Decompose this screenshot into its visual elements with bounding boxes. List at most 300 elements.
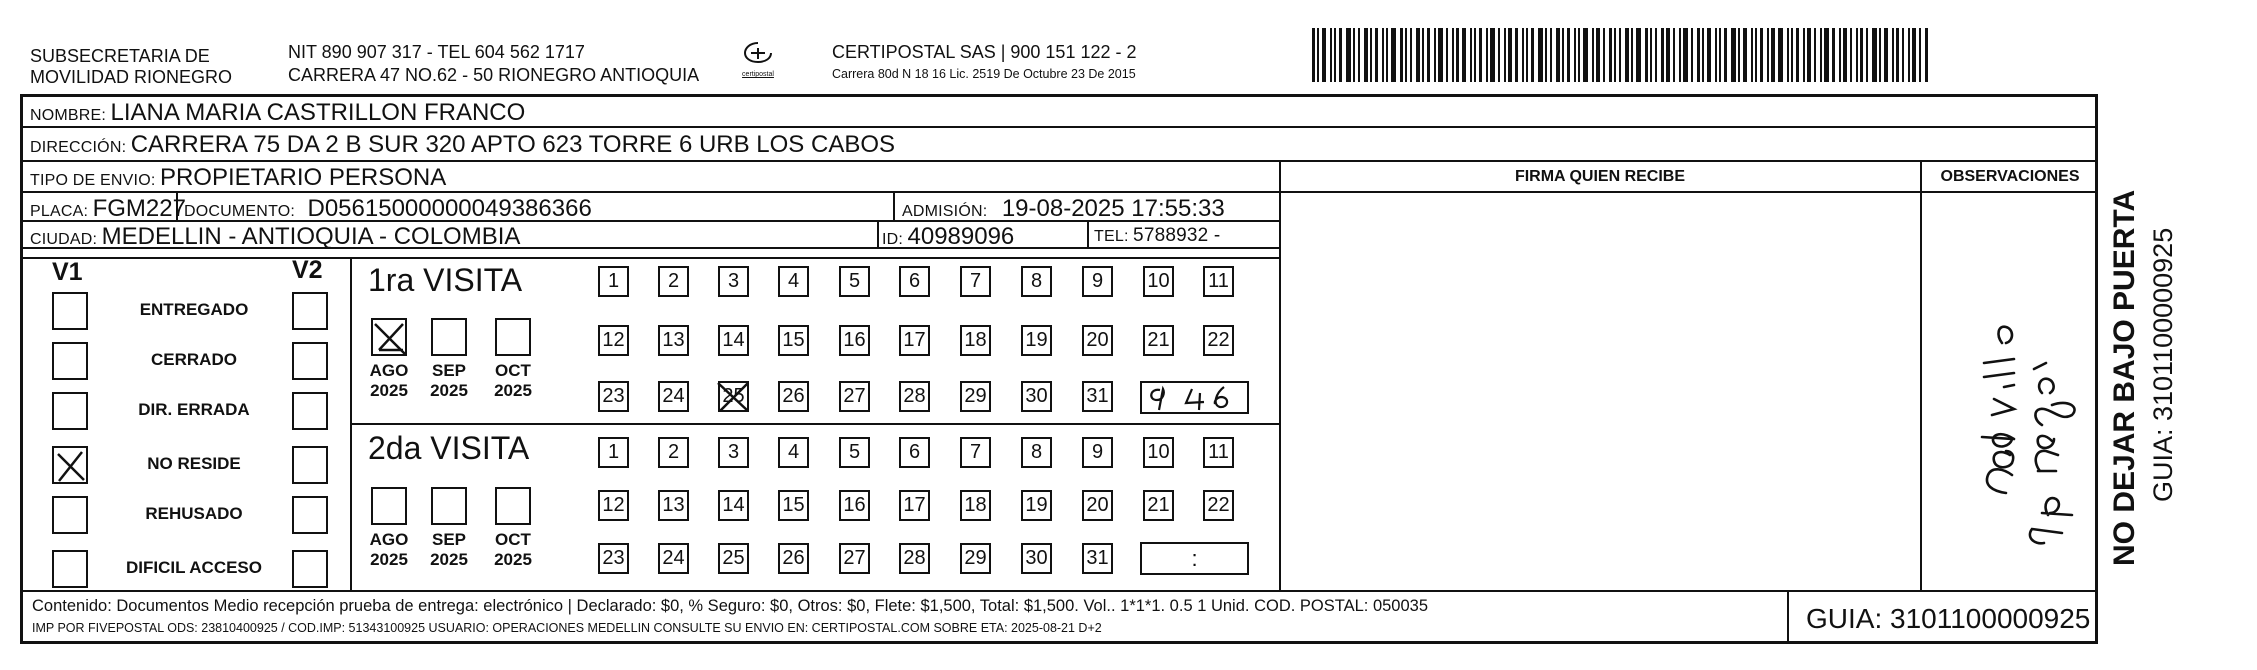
month-label xyxy=(367,361,411,401)
second-visit-time-placeholder: : xyxy=(1191,546,1198,571)
barcode-bar xyxy=(1317,28,1319,82)
day-checkbox[interactable] xyxy=(960,437,991,468)
month-name: SEP xyxy=(431,530,467,549)
day-number: 1 xyxy=(607,270,620,292)
tel-row xyxy=(1094,225,1220,247)
month-year: 2025 xyxy=(430,550,468,569)
day-number: 1 xyxy=(607,441,620,463)
barcode-bar xyxy=(1522,28,1524,82)
barcode-bar xyxy=(1832,28,1835,82)
day-number: 27 xyxy=(843,547,866,569)
barcode-bar xyxy=(1538,28,1543,82)
day-checkbox[interactable] xyxy=(1082,325,1113,356)
day-checkbox[interactable] xyxy=(718,543,749,574)
day-checkbox[interactable] xyxy=(960,266,991,297)
day-number: 29 xyxy=(964,385,987,407)
day-checkbox[interactable] xyxy=(1143,490,1174,521)
day-checkbox[interactable] xyxy=(1203,266,1234,297)
barcode-bar xyxy=(1386,28,1388,82)
month-name: SEP xyxy=(431,361,467,380)
barcode-bar xyxy=(1807,28,1811,82)
barcode-bar xyxy=(1462,28,1466,82)
barcode-bar xyxy=(1609,28,1612,82)
day-number: 9 xyxy=(1091,270,1104,292)
documento-label: DOCUMENTO: xyxy=(184,203,296,220)
day-checkbox[interactable] xyxy=(1021,543,1052,574)
day-number: 29 xyxy=(964,547,987,569)
day-number: 12 xyxy=(602,329,625,351)
barcode-bar xyxy=(1526,28,1528,82)
barcode-bar xyxy=(1803,28,1805,82)
day-number: 13 xyxy=(662,329,685,351)
barcode-bar xyxy=(1751,28,1753,82)
day-checkbox[interactable] xyxy=(960,543,991,574)
barcode-bar xyxy=(1860,28,1863,82)
v2-checkbox[interactable] xyxy=(292,550,328,588)
v2-checkbox[interactable] xyxy=(292,446,328,484)
day-checkbox[interactable] xyxy=(1021,381,1052,412)
check-x-icon xyxy=(373,320,407,356)
month-label xyxy=(427,361,471,401)
month-year: 2025 xyxy=(494,381,532,400)
barcode-bar xyxy=(1743,28,1747,82)
day-number: 19 xyxy=(1025,494,1048,516)
day-checkbox[interactable] xyxy=(1082,543,1113,574)
barcode-bar xyxy=(1702,28,1704,82)
barcode-bar xyxy=(1820,28,1822,82)
barcode-bar xyxy=(1850,28,1852,82)
day-checkbox[interactable] xyxy=(718,381,749,412)
firma-header: FIRMA QUIEN RECIBE xyxy=(1514,168,1686,185)
day-checkbox[interactable] xyxy=(598,543,629,574)
barcode-bar xyxy=(1619,28,1621,82)
carrier-line: CERTIPOSTAL SAS | 900 151 122 - 2 xyxy=(832,42,1137,62)
day-number: 14 xyxy=(722,329,745,351)
admision-value: 19-08-2025 17:55:33 xyxy=(1001,195,1225,222)
day-checkbox[interactable] xyxy=(718,437,749,468)
day-number: 17 xyxy=(903,494,926,516)
divider xyxy=(893,191,895,221)
day-checkbox[interactable] xyxy=(839,543,870,574)
barcode-bar xyxy=(1814,28,1816,82)
v1-checkbox[interactable] xyxy=(52,446,88,484)
month-checkbox[interactable] xyxy=(431,318,467,356)
day-number: 30 xyxy=(1025,547,1048,569)
v1-checkbox[interactable] xyxy=(52,342,88,380)
month-name: OCT xyxy=(495,361,531,380)
day-checkbox[interactable] xyxy=(598,437,629,468)
tipo-label: TIPO DE ENVIO: xyxy=(30,172,156,189)
barcode-bar xyxy=(1884,28,1888,82)
day-number: 25 xyxy=(722,385,745,407)
day-number: 26 xyxy=(782,385,805,407)
day-number: 2 xyxy=(667,270,680,292)
barcode-bar xyxy=(1422,28,1424,82)
day-number: 7 xyxy=(969,441,982,463)
v2-checkbox[interactable] xyxy=(292,392,328,430)
v1-checkbox[interactable] xyxy=(52,550,88,588)
first-visit-title: 1ra VISITA xyxy=(368,262,523,298)
day-checkbox[interactable] xyxy=(839,437,870,468)
day-number: 16 xyxy=(843,329,866,351)
barcode-bar xyxy=(1364,28,1368,82)
barcode-bar xyxy=(1438,28,1443,82)
day-checkbox[interactable] xyxy=(1143,325,1174,356)
day-checkbox[interactable] xyxy=(899,490,930,521)
barcode-bar xyxy=(1625,28,1629,82)
barcode-bar xyxy=(1691,28,1693,82)
day-number: 19 xyxy=(1025,329,1048,351)
status-option-label: CERRADO xyxy=(151,350,237,369)
v2-checkbox[interactable] xyxy=(292,292,328,330)
barcode-bar xyxy=(1724,28,1727,82)
day-number: 8 xyxy=(1030,270,1043,292)
barcode-bar xyxy=(1673,28,1675,82)
day-number: 11 xyxy=(1208,441,1229,463)
month-label xyxy=(367,530,411,570)
observaciones-header: OBSERVACIONES xyxy=(1940,168,2080,185)
tipo-value: PROPIETARIO PERSONA xyxy=(159,164,447,191)
month-label xyxy=(491,361,535,401)
day-number: 17 xyxy=(903,329,926,351)
barcode-bar xyxy=(1715,28,1717,82)
day-number: 11 xyxy=(1208,270,1229,292)
day-checkbox[interactable] xyxy=(1021,437,1052,468)
barcode-bar xyxy=(1391,28,1396,82)
tipo-row xyxy=(30,164,446,192)
barcode-bar xyxy=(1719,28,1721,82)
barcode-bar xyxy=(1434,28,1436,82)
day-number: 16 xyxy=(843,494,866,516)
divider xyxy=(20,257,1280,259)
month-year: 2025 xyxy=(370,381,408,400)
day-checkbox[interactable] xyxy=(598,381,629,412)
day-checkbox[interactable] xyxy=(778,325,809,356)
barcode-bar xyxy=(1504,28,1506,82)
day-number: 4 xyxy=(787,441,800,463)
ciudad-row xyxy=(30,223,520,251)
barcode-bar xyxy=(1755,28,1757,82)
day-checkbox[interactable] xyxy=(778,543,809,574)
month-checkbox[interactable] xyxy=(495,318,531,356)
divider xyxy=(1279,160,1281,591)
day-number: 31 xyxy=(1086,385,1109,407)
ciudad-label: CIUDAD: xyxy=(30,231,98,248)
barcode-bar xyxy=(1479,28,1482,82)
certipostal-logo xyxy=(730,40,786,82)
barcode-bar xyxy=(1474,28,1476,82)
day-number: 10 xyxy=(1147,270,1170,292)
barcode-bar xyxy=(1892,28,1894,82)
barcode-bar xyxy=(1400,28,1403,82)
day-number: 22 xyxy=(1207,329,1230,351)
day-checkbox[interactable] xyxy=(598,490,629,521)
barcode-bar xyxy=(1824,28,1829,82)
address-line: CARRERA 47 NO.62 - 50 RIONEGRO ANTIOQUIA xyxy=(288,65,700,85)
day-number: 20 xyxy=(1086,329,1109,351)
day-number: 27 xyxy=(843,385,866,407)
day-number: 4 xyxy=(787,270,800,292)
month-name: AGO xyxy=(369,361,409,380)
day-number: 13 xyxy=(662,494,685,516)
day-number: 23 xyxy=(602,547,625,569)
barcode-bar xyxy=(1614,28,1616,82)
nombre-label: NOMBRE: xyxy=(30,107,107,124)
barcode-bar xyxy=(1545,28,1547,82)
barcode-bar xyxy=(1508,28,1512,82)
barcode-bar xyxy=(1375,28,1378,82)
month-checkbox[interactable] xyxy=(495,487,531,525)
day-checkbox[interactable] xyxy=(899,381,930,412)
day-checkbox[interactable] xyxy=(839,381,870,412)
day-number: 26 xyxy=(782,547,805,569)
day-checkbox[interactable] xyxy=(1021,266,1052,297)
handwritten-time xyxy=(1142,383,1247,412)
documento-row xyxy=(184,195,592,223)
carrier-sub: Carrera 80d N 18 16 Lic. 2519 De Octubre 23 De 2015 xyxy=(832,67,1136,81)
barcode-bar xyxy=(1446,28,1448,82)
month-name: OCT xyxy=(495,530,531,549)
org-line-2: MOVILIDAD RIONEGRO xyxy=(30,67,233,87)
barcode-bar xyxy=(1556,28,1560,82)
barcode-bar xyxy=(1839,28,1841,82)
barcode-bar xyxy=(1636,28,1641,82)
admision-label: ADMISIÓN: xyxy=(902,203,988,220)
day-checkbox[interactable] xyxy=(778,490,809,521)
barcode-bar xyxy=(1655,28,1657,82)
barcode-bar xyxy=(1666,28,1670,82)
status-option-label: REHUSADO xyxy=(145,504,243,523)
barcode-bar xyxy=(1410,28,1412,82)
barcode-bar xyxy=(1645,28,1648,82)
barcode-bar xyxy=(1596,28,1600,82)
divider xyxy=(350,423,1280,425)
logo-text: certipostal xyxy=(742,71,774,78)
barcode-bar xyxy=(1902,28,1904,82)
day-checkbox[interactable] xyxy=(899,325,930,356)
barcode-bar xyxy=(1731,28,1736,82)
barcode xyxy=(1312,28,1930,82)
handwriting-drawing xyxy=(1922,193,2098,590)
day-checkbox[interactable] xyxy=(778,266,809,297)
barcode-bar xyxy=(1452,28,1454,82)
direccion-value: CARRERA 75 DA 2 B SUR 320 APTO 623 TORRE 6 URB LOS CABOS xyxy=(130,131,896,158)
barcode-bar xyxy=(1578,28,1580,82)
barcode-bar xyxy=(1550,28,1552,82)
day-checkbox[interactable] xyxy=(718,266,749,297)
day-number: 10 xyxy=(1147,441,1170,463)
barcode-bar xyxy=(1843,28,1847,82)
barcode-bar xyxy=(1767,28,1769,82)
barcode-bar xyxy=(1912,28,1916,82)
day-number: 24 xyxy=(662,385,685,407)
barcode-bar xyxy=(1787,28,1789,82)
v2-checkbox[interactable] xyxy=(292,496,328,534)
divider xyxy=(1787,590,1789,644)
direccion-label: DIRECCIÓN: xyxy=(30,139,127,156)
day-checkbox[interactable] xyxy=(960,490,991,521)
barcode-bar xyxy=(1416,28,1420,82)
barcode-bar xyxy=(1567,28,1570,82)
month-checkbox[interactable] xyxy=(371,487,407,525)
barcode-bar xyxy=(1896,28,1899,82)
day-checkbox[interactable] xyxy=(1082,266,1113,297)
barcode-bar xyxy=(1738,28,1740,82)
day-checkbox[interactable] xyxy=(658,266,689,297)
barcode-bar xyxy=(1771,28,1775,82)
day-checkbox[interactable] xyxy=(658,543,689,574)
day-number: 3 xyxy=(727,441,740,463)
barcode-bar xyxy=(1456,28,1459,82)
day-checkbox[interactable] xyxy=(899,266,930,297)
barcode-bar xyxy=(1661,28,1664,82)
day-number: 5 xyxy=(848,441,861,463)
month-label xyxy=(491,530,535,570)
barcode-bar xyxy=(1707,28,1711,82)
month-checkbox[interactable] xyxy=(431,487,467,525)
documento-value: D05615000000049386366 xyxy=(307,195,592,222)
month-name: AGO xyxy=(369,530,409,549)
carrier-info xyxy=(832,42,1137,82)
barcode-bar xyxy=(1879,28,1881,82)
barcode-bar xyxy=(1486,28,1488,82)
barcode-bar xyxy=(1650,28,1652,82)
divider xyxy=(20,160,2098,162)
month-year: 2025 xyxy=(494,550,532,569)
barcode-bar xyxy=(1358,28,1360,82)
day-checkbox[interactable] xyxy=(839,325,870,356)
day-number: 21 xyxy=(1147,329,1170,351)
barcode-bar xyxy=(1679,28,1681,82)
barcode-bar xyxy=(1427,28,1430,82)
day-checkbox[interactable] xyxy=(658,437,689,468)
divider xyxy=(877,220,879,248)
day-checkbox[interactable] xyxy=(1203,325,1234,356)
v2-checkbox[interactable] xyxy=(292,342,328,380)
v2-label: V2 xyxy=(292,256,323,284)
footer-contenido: Contenido: Documentos Medio recepción prueba de entrega: electrónico | Declarado: $0, % Seguro: $0, Otros: $0, Flete: $1,500, Total: $1,500. Vol.. 1*1*1. 0.5 1 Unid. COD. POSTAL: 050035 xyxy=(32,597,1429,615)
barcode-bar xyxy=(1683,28,1688,82)
tel-label: TEL: xyxy=(1094,228,1129,245)
barcode-bar xyxy=(1603,28,1605,82)
barcode-bar xyxy=(1330,28,1332,82)
ciudad-value: MEDELLIN - ANTIOQUIA - COLOMBIA xyxy=(101,223,521,250)
day-checkbox[interactable] xyxy=(718,490,749,521)
day-checkbox[interactable] xyxy=(1021,325,1052,356)
barcode-bar xyxy=(1490,28,1495,82)
day-checkbox[interactable] xyxy=(1203,490,1234,521)
barcode-bar xyxy=(1312,28,1315,82)
barcode-bar xyxy=(1908,28,1910,82)
barcode-bar xyxy=(1697,28,1700,82)
v1-checkbox[interactable] xyxy=(52,496,88,534)
day-checkbox[interactable] xyxy=(899,543,930,574)
barcode-bar xyxy=(1856,28,1858,82)
month-checkbox[interactable] xyxy=(371,318,407,356)
day-checkbox[interactable] xyxy=(839,490,870,521)
day-number: 28 xyxy=(903,547,926,569)
day-number: 12 xyxy=(602,494,625,516)
second-visit-time-box[interactable] xyxy=(1140,542,1249,575)
first-visit-time-box[interactable] xyxy=(1140,381,1249,414)
day-checkbox[interactable] xyxy=(899,437,930,468)
barcode-bar xyxy=(1334,28,1336,82)
day-number: 15 xyxy=(782,329,805,351)
v1-checkbox[interactable] xyxy=(52,292,88,330)
admision-row xyxy=(902,195,1225,223)
barcode-bar xyxy=(1562,28,1564,82)
day-number: 6 xyxy=(908,441,921,463)
barcode-bar xyxy=(1498,28,1500,82)
day-number: 5 xyxy=(848,270,861,292)
status-option-label: ENTREGADO xyxy=(139,300,249,319)
day-number: 18 xyxy=(964,329,987,351)
day-checkbox[interactable] xyxy=(778,381,809,412)
month-year: 2025 xyxy=(430,381,468,400)
day-checkbox[interactable] xyxy=(598,325,629,356)
barcode-bar xyxy=(1583,28,1588,82)
day-number: 30 xyxy=(1025,385,1048,407)
id-label: ID: xyxy=(882,231,904,248)
day-checkbox[interactable] xyxy=(960,325,991,356)
barcode-bar xyxy=(1531,28,1534,82)
placa-label: PLACA: xyxy=(30,203,89,220)
v1-checkbox[interactable] xyxy=(52,392,88,430)
barcode-bar xyxy=(1925,28,1928,82)
barcode-bar xyxy=(1574,28,1576,82)
barcode-bar xyxy=(1760,28,1763,82)
day-checkbox[interactable] xyxy=(658,490,689,521)
status-option-label: NO RESIDE xyxy=(147,454,241,473)
day-number: 18 xyxy=(964,494,987,516)
day-checkbox[interactable] xyxy=(718,325,749,356)
status-option-label: DIFICIL ACCESO xyxy=(125,558,262,577)
day-checkbox[interactable] xyxy=(960,381,991,412)
nit-line: NIT 890 907 317 - TEL 604 562 1717 xyxy=(288,42,585,62)
day-number: 6 xyxy=(908,270,921,292)
barcode-bar xyxy=(1346,28,1351,82)
barcode-bar xyxy=(1322,28,1326,82)
day-number: 14 xyxy=(722,494,745,516)
day-number: 21 xyxy=(1147,494,1170,516)
day-checkbox[interactable] xyxy=(1082,381,1113,412)
day-number: 31 xyxy=(1086,547,1109,569)
day-number: 23 xyxy=(602,385,625,407)
day-checkbox[interactable] xyxy=(1143,437,1174,468)
day-checkbox[interactable] xyxy=(598,266,629,297)
day-checkbox[interactable] xyxy=(1143,266,1174,297)
day-checkbox[interactable] xyxy=(658,325,689,356)
day-checkbox[interactable] xyxy=(1021,490,1052,521)
barcode-bar xyxy=(1470,28,1472,82)
day-checkbox[interactable] xyxy=(658,381,689,412)
day-checkbox[interactable] xyxy=(778,437,809,468)
day-number: 20 xyxy=(1086,494,1109,516)
footer-imp: IMP POR FIVEPOSTAL ODS: 23810400925 / COD.IMP: 51343100925 USUARIO: OPERACIONES MEDELLIN CONSULTE SU ENVIO EN: CERTIPOSTAL.COM SOBRE ETA: 2025-08-21 D+2 xyxy=(32,621,1102,635)
day-checkbox[interactable] xyxy=(839,266,870,297)
second-visit-title: 2da VISITA xyxy=(368,430,530,466)
day-number: 25 xyxy=(722,547,745,569)
month-label xyxy=(427,530,471,570)
day-number: 22 xyxy=(1207,494,1230,516)
day-checkbox[interactable] xyxy=(1203,437,1234,468)
guia-vertical: GUIA: 3101100000925 xyxy=(2148,227,2178,502)
org-line-1: SUBSECRETARIA DE xyxy=(30,46,210,66)
day-checkbox[interactable] xyxy=(1082,437,1113,468)
id-value: 40989096 xyxy=(907,223,1015,250)
nombre-value: LIANA MARIA CASTRILLON FRANCO xyxy=(110,99,526,126)
day-checkbox[interactable] xyxy=(1082,490,1113,521)
